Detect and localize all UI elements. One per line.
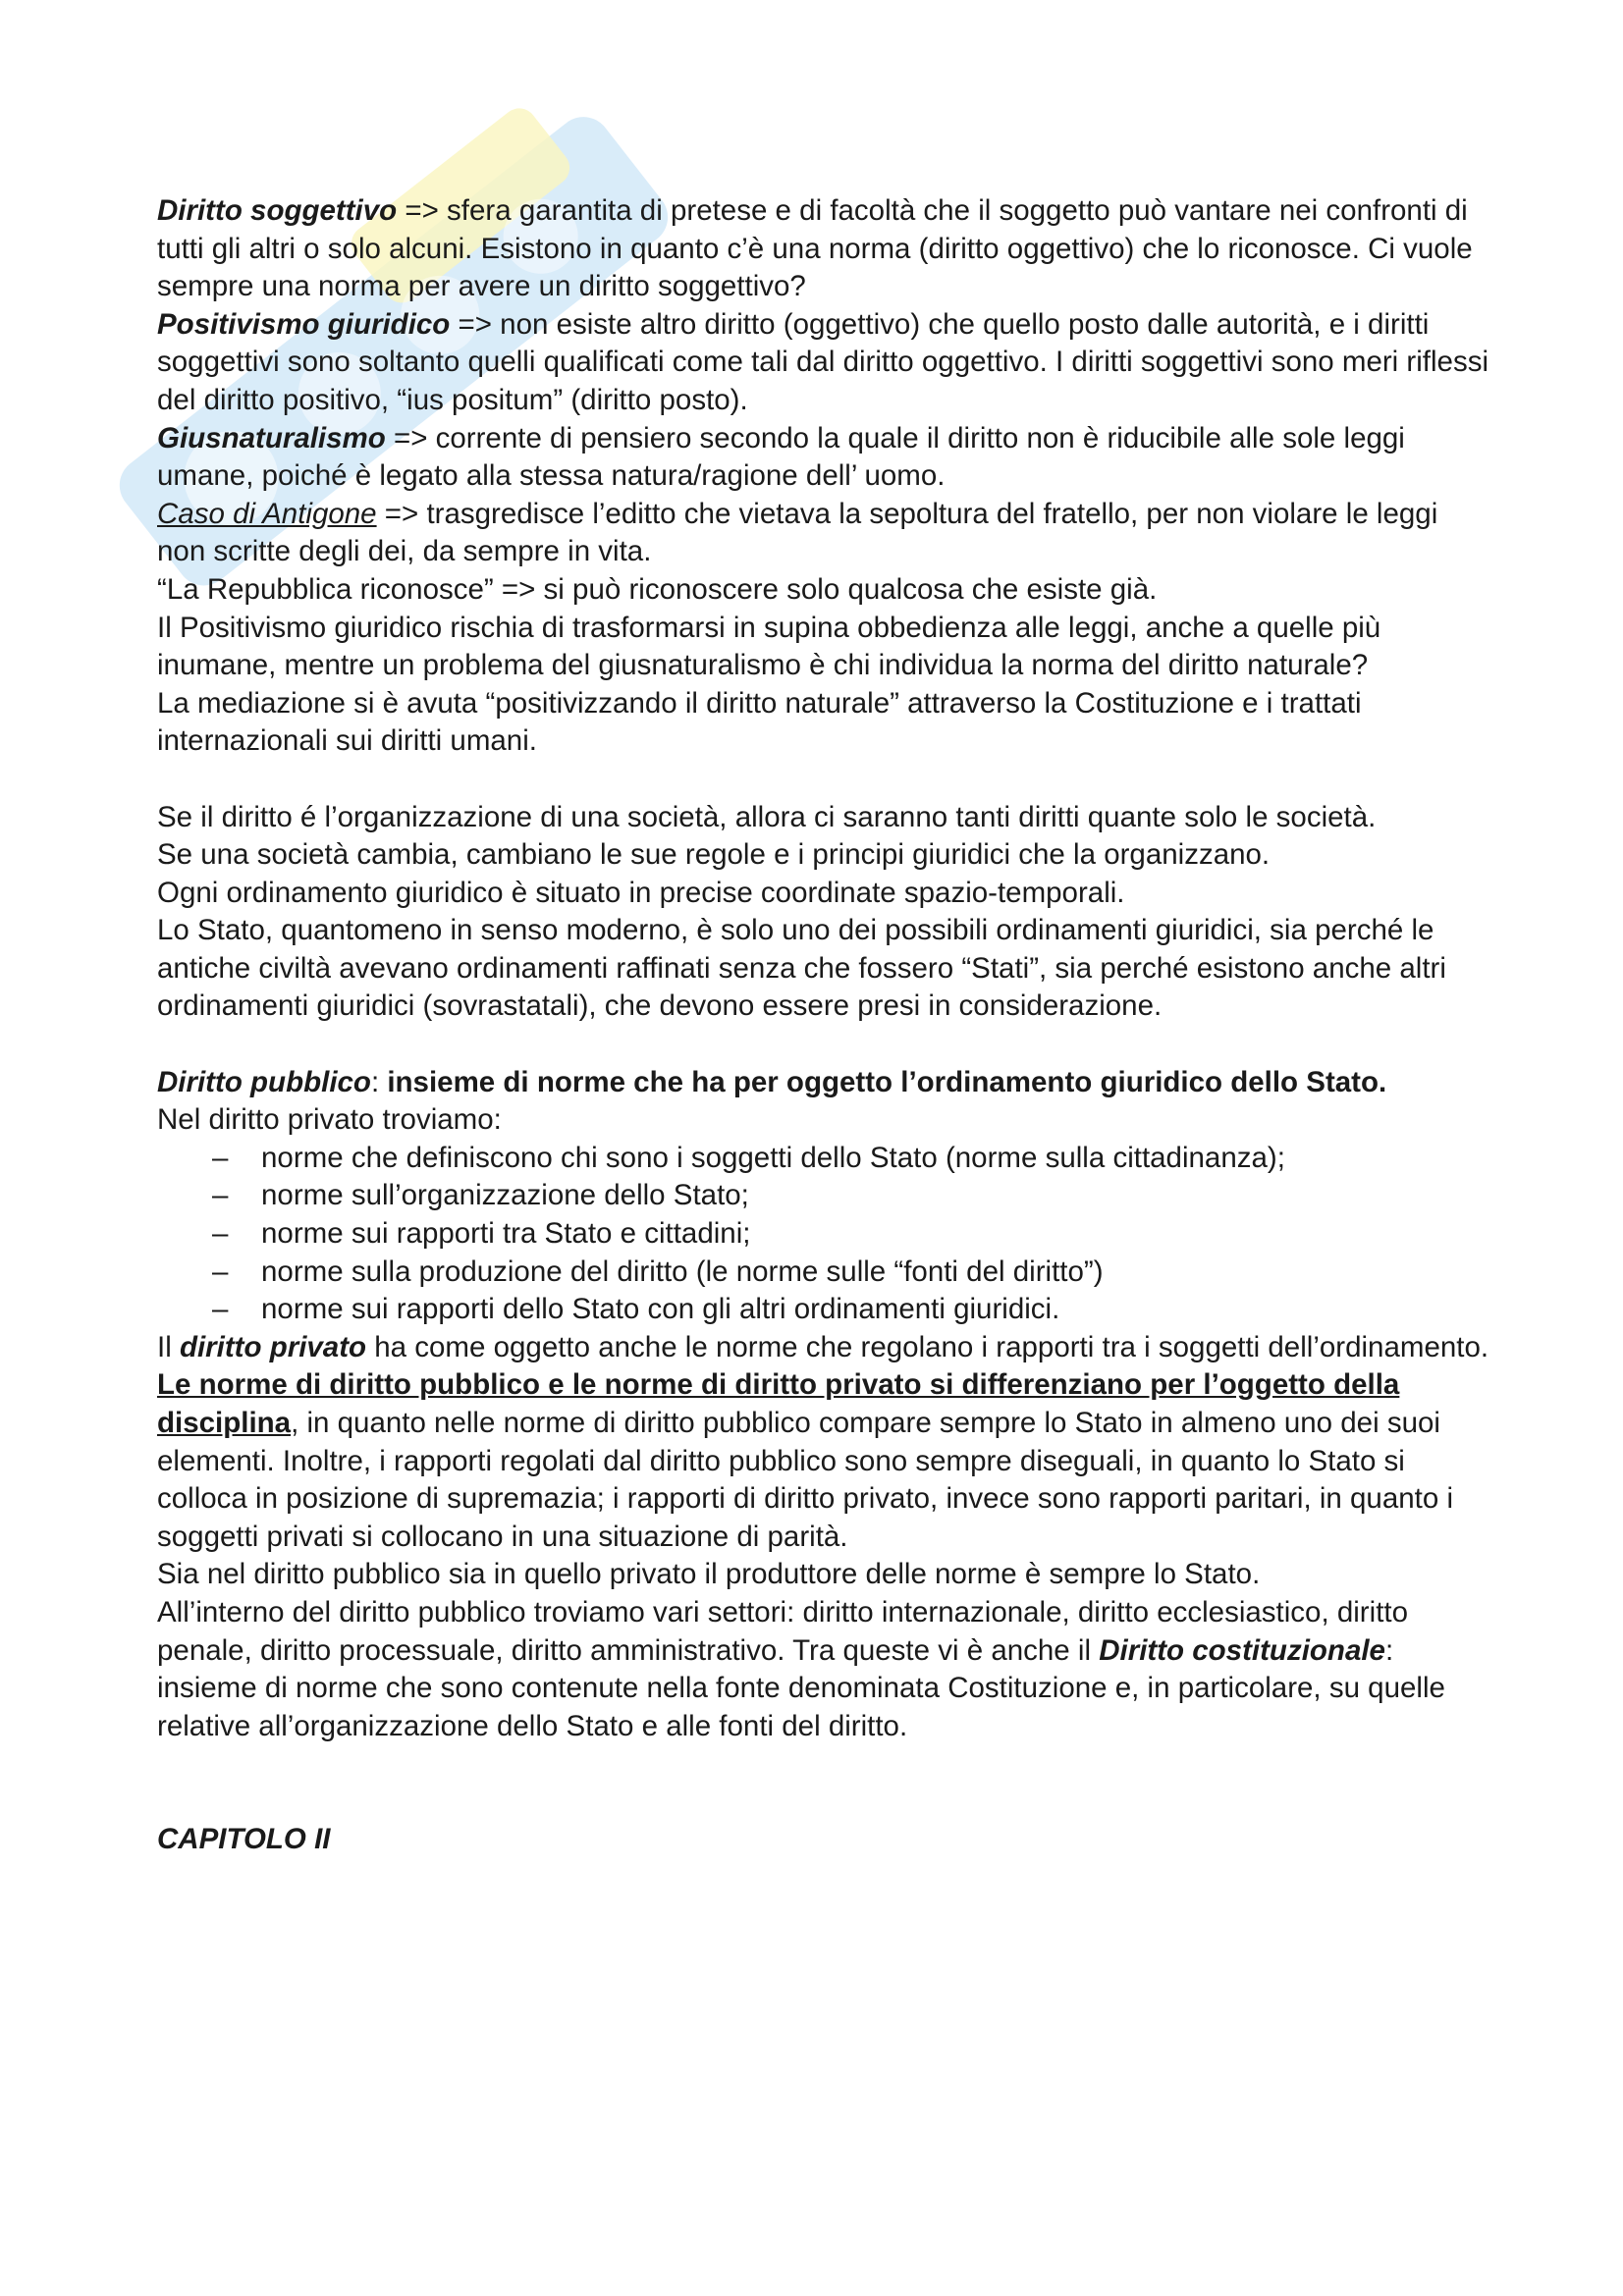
paragraph-diritto-soggettivo: Diritto soggettivo => sfera garantita di pretese e di facoltà che il soggetto può vantare nei confronti di tutti gli altri o solo alcuni. Esistono in quanto c’è una norma (diritto oggettivo) che lo riconosce. Ci vuole sempre una norma per avere un diritto soggettivo? [157,194,1473,303]
term-diritto-pubblico: Diritto pubblico [157,1065,371,1098]
term-antigone: Caso di Antigone [157,497,377,530]
spacer [157,761,1492,799]
spacer [157,1745,1492,1821]
term-positivismo: Positivismo giuridico [157,307,451,341]
list-item: – norme sull’organizzazione dello Stato; [212,1177,1492,1215]
term-diritto-soggettivo: Diritto soggettivo [157,194,398,227]
paragraph-settori: All’interno del diritto pubblico troviamo vari settori: diritto internazionale, diritto ecclesiastico, diritto penale, diritto processuale, diritto amministrativo. Tra queste vi è anche il Diritto costituzionale: insieme di norme che sono contenute nella fonte denominata Costituzione e, in particolare, su quelle relative all’organizzazione dello Stato e alle fonti del diritto. [157,1595,1445,1742]
paragraph-coordinate: Ogni ordinamento giuridico è situato in precise coordinate spazio-temporali. [157,876,1125,909]
list-item: – norme sui rapporti dello Stato con gli altri ordinamenti giuridici. [212,1291,1492,1329]
paragraph-mediazione: La mediazione si è avuta “positivizzando il diritto naturale” attraverso la Costituzione e i trattati internazionali sui diritti umani. [157,686,1362,758]
paragraph-giusnaturalismo: Giusnaturalismo => corrente di pensiero secondo la quale il diritto non è riducibile alle sole leggi umane, poiché è legato alla stessa natura/ragione dell’ uomo. [157,421,1405,493]
list-item: – norme sulla produzione del diritto (le norme sulle “fonti del diritto”) [212,1254,1492,1292]
term-giusnaturalismo: Giusnaturalismo [157,421,386,454]
list-item: – norme che definiscono chi sono i soggetti dello Stato (norme sulla cittadinanza); [212,1140,1492,1178]
paragraph-positivismo-rischio: Il Positivismo giuridico rischia di trasformarsi in supina obbedienza alle leggi, anche a quelle più inumane, mentre un problema del giusnaturalismo è chi individua la norma del diritto naturale? [157,611,1381,682]
chapter-heading: CAPITOLO II [157,1823,331,1856]
term-diritto-costituzionale: Diritto costituzionale [1099,1633,1385,1667]
paragraph-diritto-privato: Il diritto privato ha come oggetto anche le norme che regolano i rapporti tra i soggetti dell’ordinamento. [157,1330,1489,1363]
paragraph-positivismo: Positivismo giuridico => non esiste altro diritto (oggettivo) che quello posto dalle autorità, e i diritti soggettivi sono soltanto quelli qualificati come tali dal diritto oggettivo. I diritti soggettivi sono meri riflessi del diritto positivo, “ius positum” (diritto posto). [157,307,1489,416]
term-diritto-privato: diritto privato [179,1330,367,1363]
list-item: – norme sui rapporti tra Stato e cittadini; [212,1215,1492,1254]
document-page [157,192,1492,1859]
paragraph-societa: Se il diritto é l’organizzazione di una società, allora ci saranno tanti diritti quante solo le società. [157,800,1377,833]
paragraph-cambia: Se una società cambia, cambiano le sue regole e i principi giuridici che la organizzano. [157,838,1271,872]
paragraph-differenziano: Le norme di diritto pubblico e le norme di diritto privato si differenziano per l’oggetto della disciplina, in quanto nelle norme di diritto pubblico compare sempre lo Stato in almeno uno dei suoi elementi. Inoltre, i rapporti regolati dal diritto pubblico sono sempre diseguali, in quanto lo Stato si colloca in posizione di supremazia; i rapporti di diritto privato, invece sono rapporti paritari, in quanto i soggetti privati si collocano in una situazione di parità. [157,1368,1453,1553]
paragraph-antigone: Caso di Antigone => trasgredisce l’editto che vietava la sepoltura del fratello, per non violare le leggi non scritte degli dei, da sempre in vita. [157,497,1438,568]
spacer [157,1026,1492,1064]
paragraph-troviamo: Nel diritto privato troviamo: [157,1103,502,1137]
paragraph-repubblica: “La Repubblica riconosce” => si può riconoscere solo qualcosa che esiste già. [157,572,1158,606]
paragraph-stato: Lo Stato, quantomeno in senso moderno, è solo uno dei possibili ordinamenti giuridici, sia perché le antiche civiltà avevano ordinamenti raffinati senza che fossero “Stati”, sia perché esistono anche altri ordinamenti giuridici (sovrastatali), che devono essere presi in considerazione. [157,914,1446,1023]
paragraph-diritto-pubblico: Diritto pubblico: insieme di norme che ha per oggetto l’ordinamento giuridico dello Stato. [157,1065,1387,1098]
norme-list [157,1140,1492,1329]
heading-differenziano: Le norme di diritto pubblico e le norme di diritto privato si differenziano per l’oggetto della disciplina [157,1368,1400,1439]
paragraph-produttore: Sia nel diritto pubblico sia in quello privato il produttore delle norme è sempre lo Stato. [157,1558,1261,1591]
